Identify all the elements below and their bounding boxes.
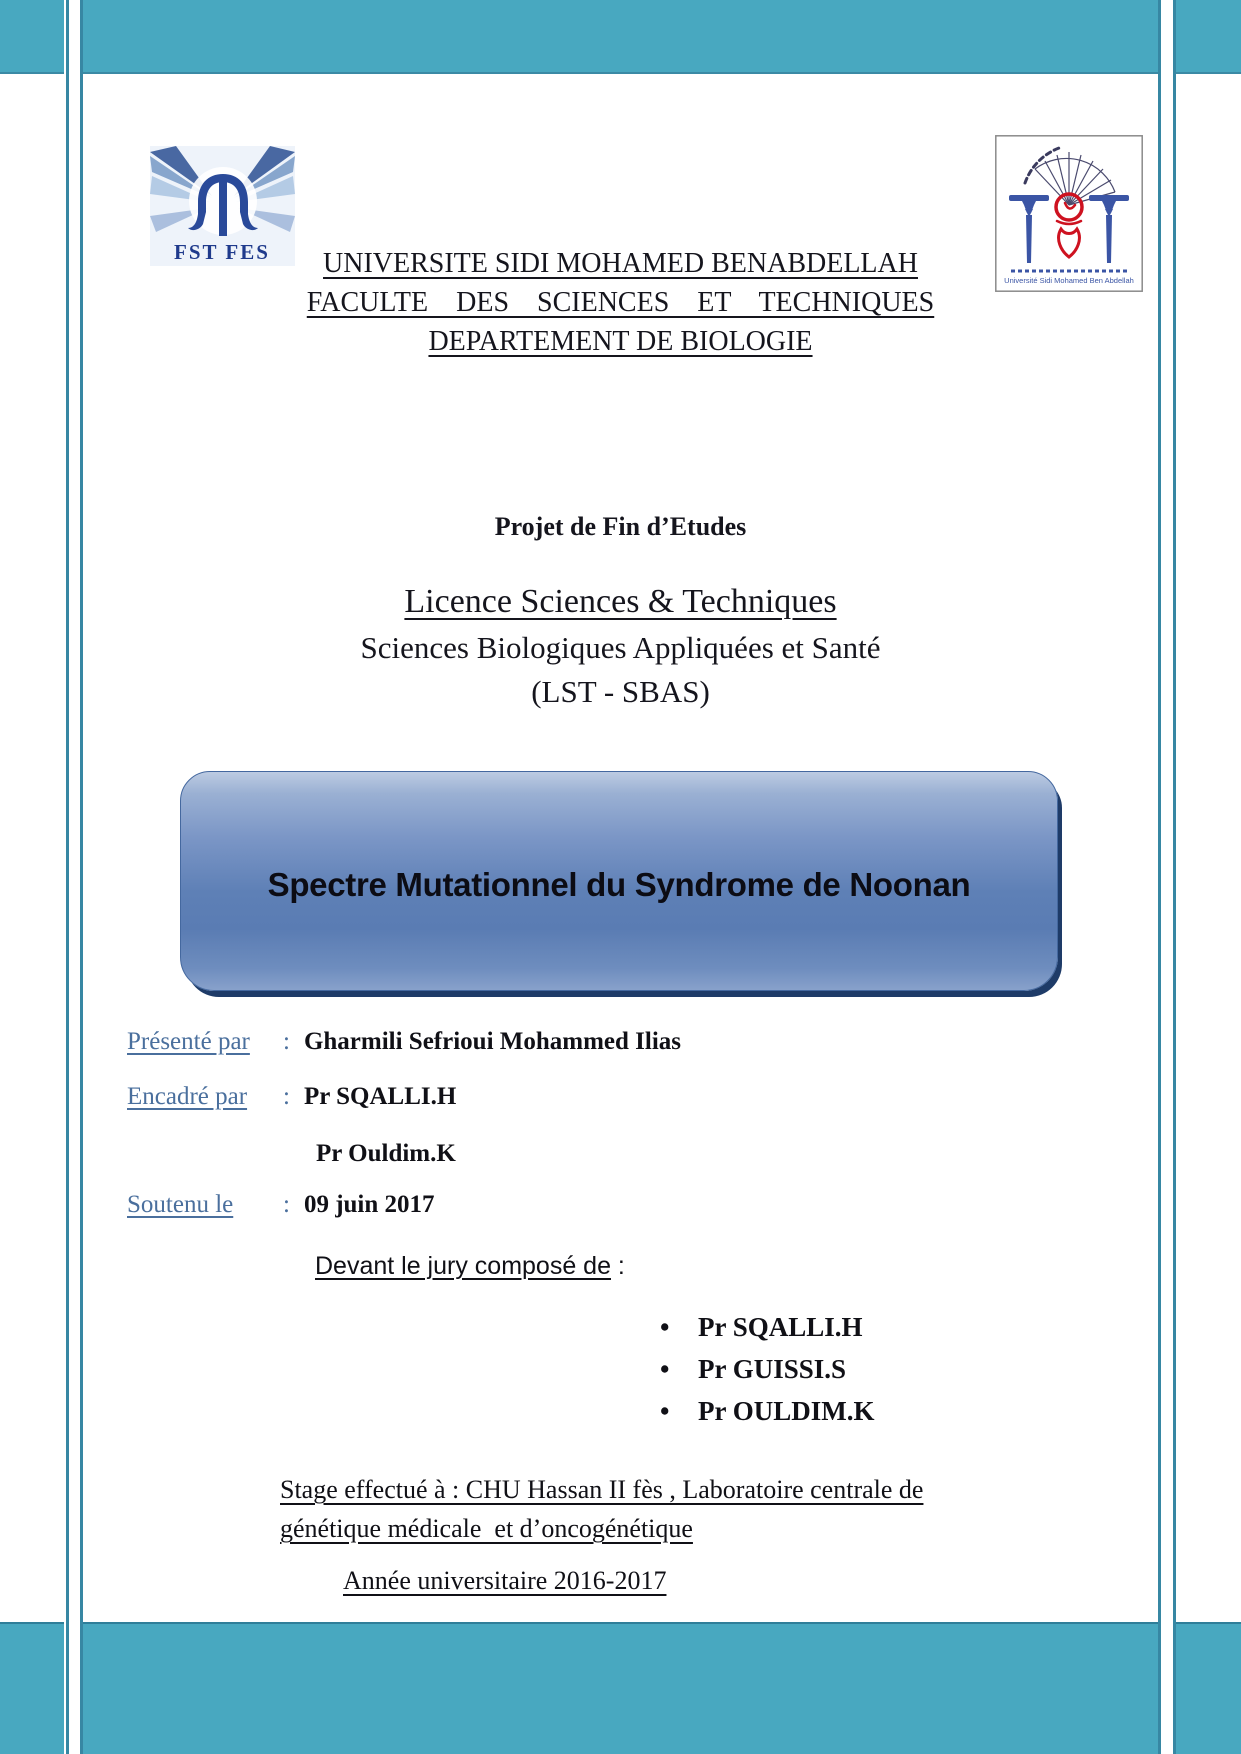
- presented-by-label: Présenté par: [127, 1028, 250, 1055]
- jury-member: • Pr OULDIM.K: [660, 1390, 875, 1432]
- jury-list: [660, 1306, 875, 1432]
- jury-member: • Pr GUISSI.S: [660, 1348, 875, 1390]
- supervisor-1-name: Pr SQALLI.H: [303, 1083, 457, 1110]
- author-name: Gharmili Sefrioui Mohammed Ilias: [303, 1028, 682, 1055]
- frame-corner-top-left: [0, 0, 64, 74]
- frame-band-top: [83, 0, 1158, 74]
- university-name: UNIVERSITE SIDI MOHAMED BENABDELLAH: [323, 248, 918, 279]
- frame-line-inner-right: [1158, 0, 1161, 1754]
- degree-name: Licence Sciences & Techniques: [404, 583, 837, 620]
- internship-line-2: génétique médicale et d’oncogénétique: [280, 1514, 693, 1543]
- frame-corner-top-right: [1176, 0, 1241, 74]
- defense-date: 09 juin 2017: [303, 1191, 435, 1218]
- frame-line-outer-left: [66, 0, 69, 1754]
- department-name: DEPARTEMENT DE BIOLOGIE: [428, 326, 813, 357]
- internship-line-1: Stage effectué à : CHU Hassan II fès , Laboratoire centrale de: [280, 1475, 924, 1504]
- fst-logo-text: FST FES: [174, 240, 270, 264]
- faculty-name: FACULTE DES SCIENCES ET TECHNIQUES: [306, 287, 935, 318]
- frame-band-bottom: [83, 1622, 1158, 1754]
- program-name: Sciences Biologiques Appliquées et Santé: [360, 630, 881, 665]
- internship-location: [280, 1470, 1080, 1548]
- thesis-title: Spectre Mutationnel du Syndrome de Noonan: [267, 866, 971, 903]
- thesis-title-box: [180, 771, 1058, 991]
- jury-heading: Devant le jury composé de :: [315, 1252, 625, 1280]
- supervised-by-label: Encadré par: [127, 1083, 248, 1110]
- jury-member: • Pr SQALLI.H: [660, 1306, 875, 1348]
- frame-corner-bottom-right: [1176, 1622, 1241, 1754]
- academic-year: Année universitaire 2016-2017: [343, 1566, 667, 1595]
- supervised-by-line: Encadré par : Pr SQALLI.H: [127, 1083, 457, 1110]
- defended-on-line: Soutenu le : 09 juin 2017: [127, 1191, 435, 1218]
- supervisor-2-name: Pr Ouldim.K: [316, 1140, 456, 1167]
- project-type: Projet de Fin d’Etudes: [494, 512, 747, 541]
- presented-by-line: Présenté par : Gharmili Sefrioui Mohammed Ilias: [127, 1028, 682, 1055]
- frame-line-outer-right: [1173, 0, 1176, 1754]
- program-abbreviation: (LST - SBAS): [531, 674, 710, 709]
- frame-corner-bottom-left: [0, 1622, 64, 1754]
- university-header: [83, 244, 1158, 361]
- defended-on-label: Soutenu le: [127, 1191, 234, 1218]
- usmba-logo-caption: Université Sidi Mohamed Ben Abdellah: [1004, 276, 1134, 285]
